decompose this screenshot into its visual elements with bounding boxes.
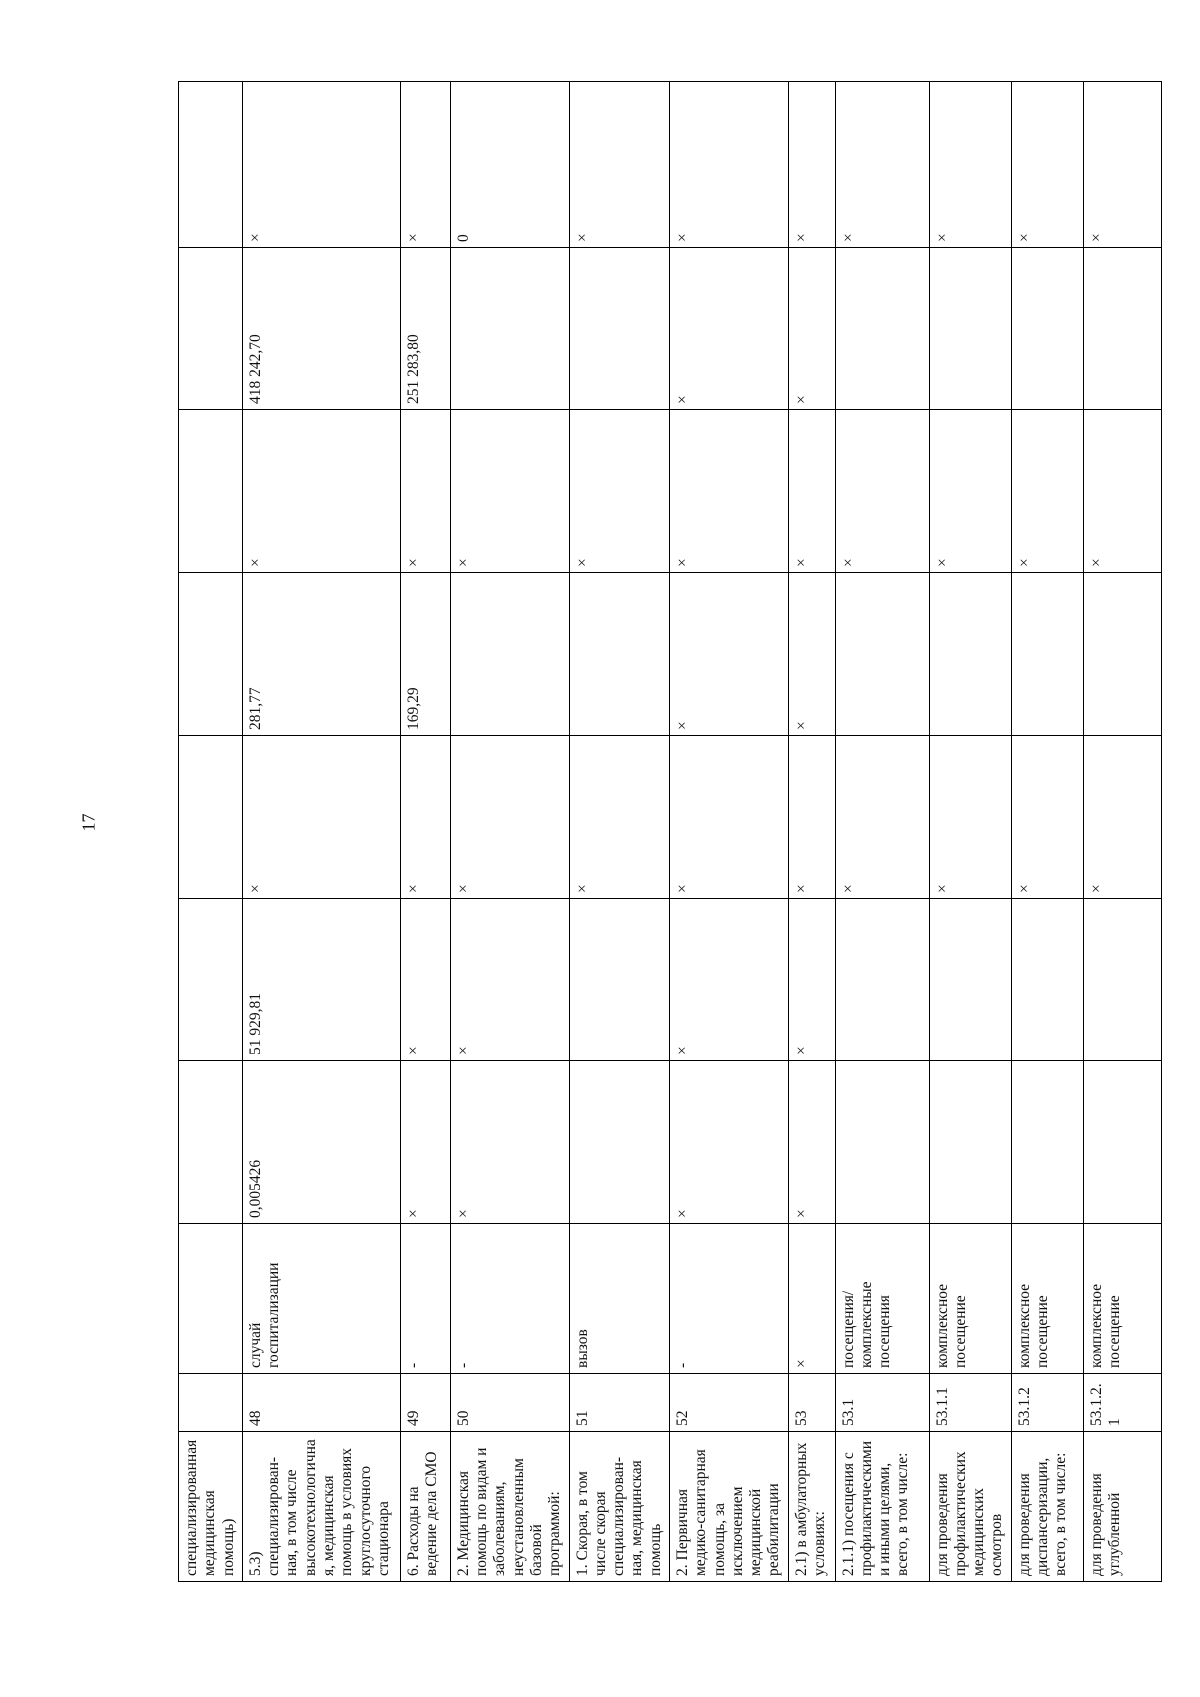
unit-cell: комплексное посещение: [1011, 1224, 1083, 1374]
value-cell: ×: [788, 1061, 835, 1224]
table-row: [835, 82, 929, 1582]
unit-cell: -: [400, 1224, 450, 1374]
value-cell: ×: [929, 82, 1011, 248]
value-cell: 281,77: [242, 573, 400, 736]
value-cell: [569, 248, 669, 410]
data-table: [178, 81, 1162, 1582]
value-cell: [1011, 1061, 1083, 1224]
unit-cell: посещения/ комплексные посещения: [835, 1224, 929, 1374]
value-cell: ×: [450, 1061, 569, 1224]
value-cell: ×: [569, 82, 669, 248]
value-cell: [929, 573, 1011, 736]
value-cell: [179, 1061, 243, 1224]
value-cell: ×: [669, 1061, 788, 1224]
value-cell: ×: [1011, 736, 1083, 899]
value-cell: ×: [569, 736, 669, 899]
value-cell: ×: [569, 410, 669, 573]
value-cell: [179, 410, 243, 573]
unit-cell: [179, 1224, 243, 1374]
unit-cell: случай госпитализации: [242, 1224, 400, 1374]
value-cell: [1011, 248, 1083, 410]
value-cell: ×: [835, 736, 929, 899]
table-row: [400, 82, 450, 1582]
value-cell: [835, 899, 929, 1061]
row-label: 1. Скорая, в том числе скорая специализирован-ная, медицинская помощь: [569, 1432, 669, 1582]
row-number: 53.1: [835, 1374, 929, 1432]
value-cell: [569, 573, 669, 736]
value-cell: [179, 736, 243, 899]
value-cell: [1011, 573, 1083, 736]
value-cell: [835, 1061, 929, 1224]
value-cell: ×: [242, 410, 400, 573]
value-cell: 0,005426: [242, 1061, 400, 1224]
row-label: специализированная медицинская помощь): [179, 1432, 243, 1582]
value-cell: [179, 899, 243, 1061]
value-cell: [179, 248, 243, 410]
value-cell: ×: [835, 410, 929, 573]
table-row: [569, 82, 669, 1582]
value-cell: ×: [400, 410, 450, 573]
value-cell: ×: [1011, 410, 1083, 573]
value-cell: ×: [1083, 410, 1161, 573]
row-label: 2. Медицинская помощь по видам и заболеваниям, неустановленным базовой программой:: [450, 1432, 569, 1582]
page-number: 17: [78, 813, 99, 832]
value-cell: ×: [788, 736, 835, 899]
unit-cell: ×: [788, 1224, 835, 1374]
value-cell: ×: [669, 899, 788, 1061]
table-row: [788, 82, 835, 1582]
row-label: для проведения профилактических медицинских осмотров: [929, 1432, 1011, 1582]
value-cell: ×: [835, 82, 929, 248]
value-cell: [1083, 573, 1161, 736]
value-cell: [450, 248, 569, 410]
value-cell: [1011, 899, 1083, 1061]
row-number: 52: [669, 1374, 788, 1432]
value-cell: ×: [788, 899, 835, 1061]
value-cell: ×: [450, 899, 569, 1061]
value-cell: ×: [929, 410, 1011, 573]
row-label: 2.1.1) посещения с профилактическими и иными целями, всего, в том числе:: [835, 1432, 929, 1582]
value-cell: ×: [788, 248, 835, 410]
row-label: 5.3) специализирован-ная, в том числе высокотехнологичная, медицинская помощь в условиях круглосуточного стационара: [242, 1432, 400, 1582]
value-cell: ×: [400, 1061, 450, 1224]
value-cell: ×: [669, 248, 788, 410]
value-cell: [569, 899, 669, 1061]
value-cell: ×: [669, 736, 788, 899]
table-row: [929, 82, 1011, 1582]
rotated-table-container: [178, 82, 1124, 1582]
value-cell: [1083, 899, 1161, 1061]
value-cell: [929, 248, 1011, 410]
value-cell: ×: [400, 82, 450, 248]
table-row: [1011, 82, 1083, 1582]
row-label: 2.1) в амбулаторных условиях:: [788, 1432, 835, 1582]
table-row: [242, 82, 400, 1582]
value-cell: [179, 573, 243, 736]
row-label: 2. Первичная медико-санитарная помощь, за исключением медицинской реабилитации: [669, 1432, 788, 1582]
value-cell: ×: [788, 573, 835, 736]
unit-cell: комплексное посещение: [929, 1224, 1011, 1374]
row-label: для проведения углубленной: [1083, 1432, 1161, 1582]
unit-cell: -: [669, 1224, 788, 1374]
value-cell: [835, 573, 929, 736]
value-cell: 0: [450, 82, 569, 248]
value-cell: [835, 248, 929, 410]
row-number: 50: [450, 1374, 569, 1432]
row-number: 53.1.2.1: [1083, 1374, 1161, 1432]
row-label: для проведения диспансеризации, всего, в том числе:: [1011, 1432, 1083, 1582]
value-cell: ×: [1083, 82, 1161, 248]
unit-cell: -: [450, 1224, 569, 1374]
value-cell: ×: [400, 736, 450, 899]
row-number: [179, 1374, 243, 1432]
row-number: 51: [569, 1374, 669, 1432]
value-cell: ×: [788, 410, 835, 573]
row-label: 6. Расходы на ведение дела СМО: [400, 1432, 450, 1582]
row-number: 53.1.2: [1011, 1374, 1083, 1432]
value-cell: [179, 82, 243, 248]
value-cell: 169,29: [400, 573, 450, 736]
table-row: [450, 82, 569, 1582]
row-number: 49: [400, 1374, 450, 1432]
value-cell: ×: [450, 736, 569, 899]
row-number: 53: [788, 1374, 835, 1432]
value-cell: 251 283,80: [400, 248, 450, 410]
value-cell: ×: [242, 82, 400, 248]
value-cell: 418 242,70: [242, 248, 400, 410]
value-cell: ×: [400, 899, 450, 1061]
row-number: 48: [242, 1374, 400, 1432]
value-cell: ×: [669, 573, 788, 736]
value-cell: 51 929,81: [242, 899, 400, 1061]
value-cell: ×: [788, 82, 835, 248]
value-cell: ×: [242, 736, 400, 899]
value-cell: [1083, 1061, 1161, 1224]
value-cell: ×: [1083, 736, 1161, 899]
table-row: [179, 82, 243, 1582]
unit-cell: вызов: [569, 1224, 669, 1374]
value-cell: ×: [669, 410, 788, 573]
value-cell: [929, 899, 1011, 1061]
value-cell: ×: [669, 82, 788, 248]
value-cell: ×: [929, 736, 1011, 899]
value-cell: [450, 573, 569, 736]
table-row: [1083, 82, 1161, 1582]
value-cell: [1083, 248, 1161, 410]
table-row: [669, 82, 788, 1582]
value-cell: ×: [450, 410, 569, 573]
value-cell: [929, 1061, 1011, 1224]
unit-cell: комплексное посещение: [1083, 1224, 1161, 1374]
value-cell: [569, 1061, 669, 1224]
value-cell: ×: [1011, 82, 1083, 248]
row-number: 53.1.1: [929, 1374, 1011, 1432]
